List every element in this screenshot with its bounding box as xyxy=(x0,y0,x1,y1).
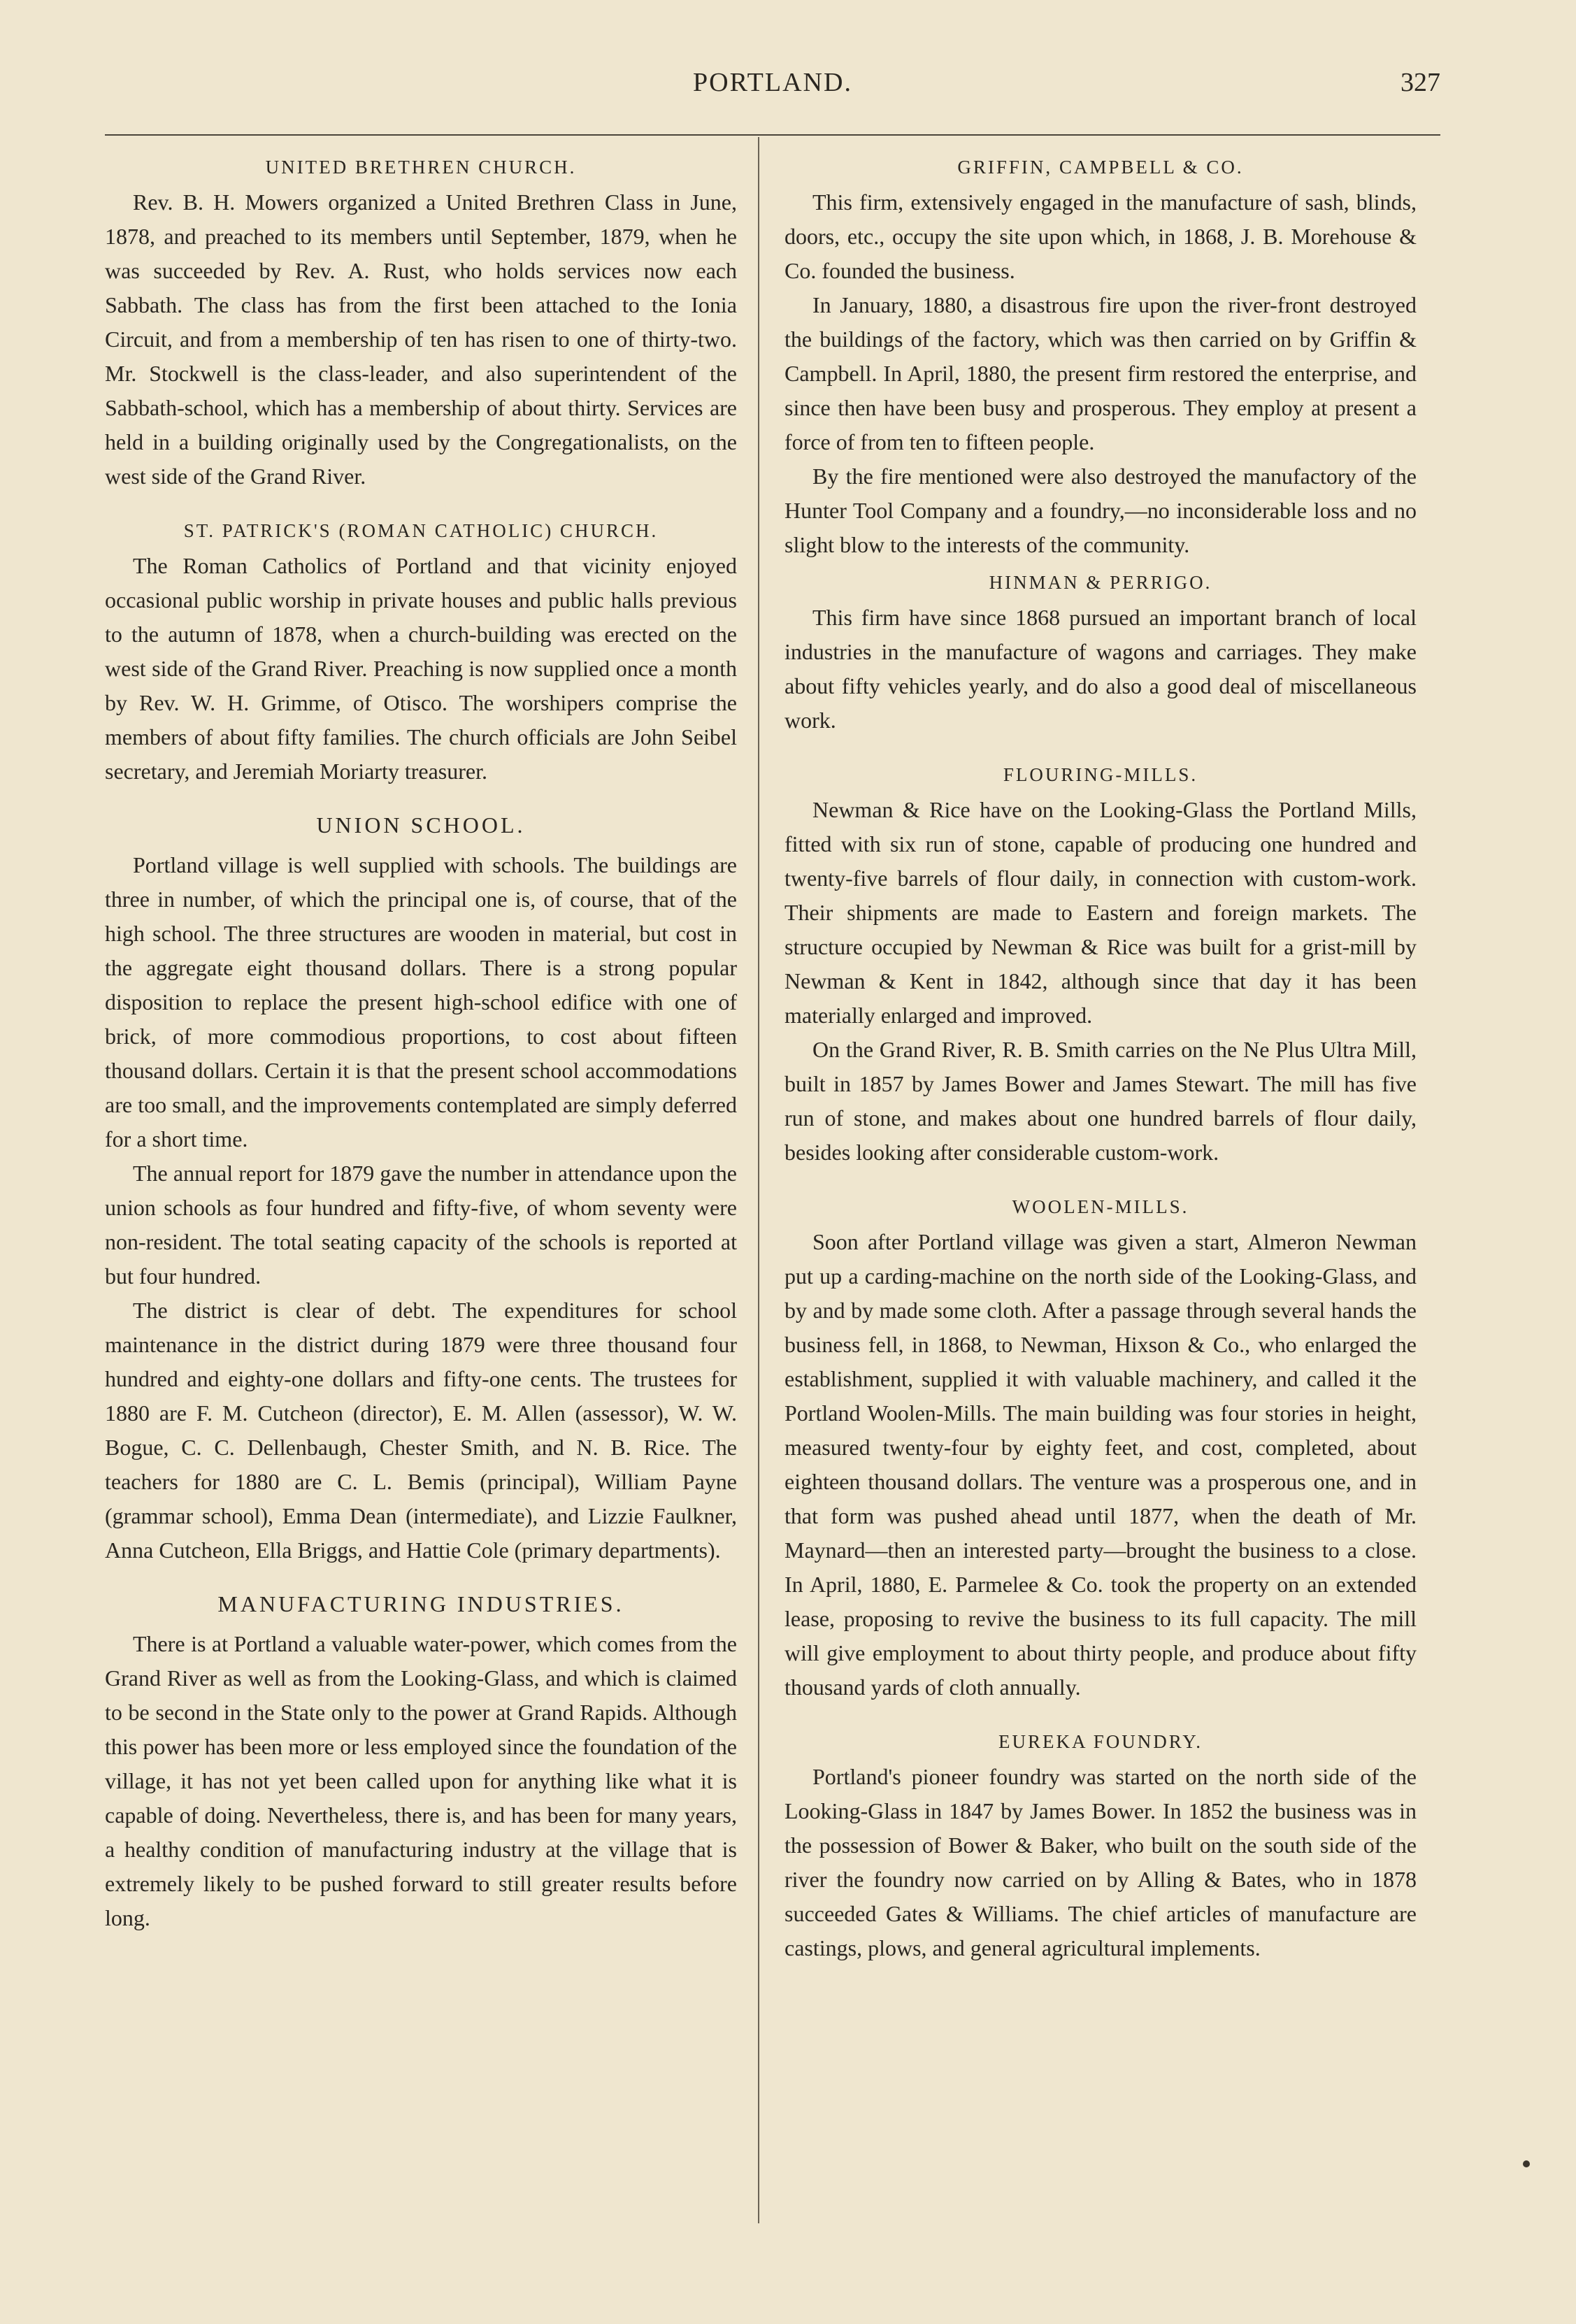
running-head xyxy=(105,67,1440,109)
right-column xyxy=(785,147,1417,1965)
section-heading-eureka-foundry: EUREKA FOUNDRY. xyxy=(998,1731,1203,1752)
paragraph: Newman & Rice have on the Looking-Glass the Portland Mills, fitted with six run of stone, capable of producing one hundred and twenty-five barrels of flour daily, in connection with custom-work. Their shipments are made to Eastern and foreign markets. The structure occupied by Newman & Rice was built for a grist-mill by Newman & Kent in 1842, although since that day it has been materially enlarged and improved. xyxy=(785,797,1417,1028)
paragraph: In January, 1880, a disastrous fire upon the river-front destroyed the buildings of the factory, which was then carried on by Griffin & Campbell. In April, 1880, the present firm restored the enterprise, and since then have been busy and prosperous. They employ at present a force of from ten to fifteen people. xyxy=(785,292,1417,454)
paragraph: There is at Portland a valuable water-power, which comes from the Grand River as well as from the Looking-Glass, and which is claimed to be second in the State only to the power at Grand Rapids. Although this power has been more or less employed since the foundation of the village, it has not yet been called upon for anything like what it is capable of doing. Nevertheless, there is, and has been for many years, a healthy condition of manufacturing industry at the village that is extremely likely to be pushed forward to still greater results before long. xyxy=(105,1631,737,1930)
paragraph: The district is clear of debt. The expenditures for school maintenance in the district during 1879 were three thousand four hundred and eighty-one dollars and fifty-one cents. The trustees for 1880 are F. M. Cutcheon (director), E. M. Allen (assessor), W. W. Bogue, C. C. Dellenbaugh, Chester Smith, and N. B. Rice. The teachers for 1880 are C. L. Bemis (principal), William Payne (grammar school), Emma Dean (intermediate), and Lizzie Faulkner, Anna Cutcheon, Ella Briggs, and Hattie Cole (primary departments). xyxy=(105,1298,737,1563)
page-number: 327 xyxy=(1401,68,1440,97)
page-title: PORTLAND. xyxy=(693,68,852,97)
section-heading-st-patricks: ST. PATRICK'S (ROMAN CATHOLIC) CHURCH. xyxy=(183,520,659,541)
section-heading-flouring-mills: FLOURING-MILLS. xyxy=(1003,764,1198,785)
paragraph: By the fire mentioned were also destroyed the manufactory of the Hunter Tool Company and a foundry,—no inconsiderable loss and no slight blow to the interests of the community. xyxy=(785,464,1417,557)
header-rule xyxy=(105,134,1440,136)
paragraph: The annual report for 1879 gave the number in attendance upon the union schools as four hundred and fifty-five, of whom seventy were non-resident. The total seating capacity of the schools is reported at but four hundred. xyxy=(105,1161,737,1289)
paragraph: This firm have since 1868 pursued an important branch of local industries in the manufacture of wagons and carriages. They make about fifty vehicles yearly, and do also a good deal of miscellaneous work. xyxy=(785,605,1417,733)
section-heading-united-brethren: UNITED BRETHREN CHURCH. xyxy=(265,157,577,178)
paragraph: The Roman Catholics of Portland and that vicinity enjoyed occasional public worship in private houses and public halls previous to the autumn of 1878, when a church-building was erected on the west side of the Grand River. Preaching is now supplied once a month by Rev. W. H. Grimme, of Otisco. The worshipers comprise the members of about fifty families. The church officials are John Seibel secretary, and Jeremiah Moriarty treasurer. xyxy=(105,553,737,784)
section-heading-griffin-campbell: GRIFFIN, CAMPBELL & CO. xyxy=(957,157,1244,178)
section-heading-manufacturing: MANUFACTURING INDUSTRIES. xyxy=(217,1591,624,1616)
ink-speck xyxy=(1523,2160,1530,2167)
section-heading-woolen-mills: WOOLEN-MILLS. xyxy=(1012,1196,1189,1217)
paragraph: On the Grand River, R. B. Smith carries on the Ne Plus Ultra Mill, built in 1857 by James Bower and James Stewart. The mill has five run of stone, and makes about one hundred barrels of flour daily, besides looking after considerable custom-work. xyxy=(785,1037,1417,1165)
left-column xyxy=(105,147,737,1935)
column-divider xyxy=(758,137,759,2223)
section-heading-union-school: UNION SCHOOL. xyxy=(316,812,526,838)
paragraph: Portland's pioneer foundry was started on the north side of the Looking-Glass in 1847 by James Bower. In 1852 the business was in the possession of Bower & Baker, who built on the south side of the river the foundry now carried on by Alling & Bates, who in 1878 succeeded Gates & Williams. The chief articles of manufacture are castings, plows, and general agricultural implements. xyxy=(785,1764,1417,1960)
paragraph: Portland village is well supplied with schools. The buildings are three in number, of which the principal one is, of course, that of the high school. The three structures are wooden in material, but cost in the aggregate eight thousand dollars. There is a strong popular disposition to replace the present high-school edifice with one of brick, of more commodious proportions, to cost about fifteen thousand dollars. Certain it is that the present school accommodations are too small, and the improvements contemplated are simply deferred for a short time. xyxy=(105,852,737,1152)
paragraph: This firm, extensively engaged in the manufacture of sash, blinds, doors, etc., occupy the site upon which, in 1868, J. B. Morehouse & Co. founded the business. xyxy=(785,189,1417,283)
paragraph: Soon after Portland village was given a start, Almeron Newman put up a carding-machine on the north side of the Looking-Glass, and by and by made some cloth. After a passage through several hands the business fell, in 1868, to Newman, Hixson & Co., who enlarged the establishment, supplied it with valuable machinery, and called it the Portland Woolen-Mills. The main building was four stories in height, measured twenty-four by eighty feet, and cost, completed, about eighteen thousand dollars. The venture was a prosperous one, and in that form was pushed ahead until 1877, when the death of Mr. Maynard—then an interested party—brought the business to a close. In April, 1880, E. Parmelee & Co. took the property on an extended lease, proposing to revive the business to its full capacity. The mill will give employment to about thirty people, and produce about fifty thousand yards of cloth annually. xyxy=(785,1229,1417,1700)
section-heading-hinman-perrigo: HINMAN & PERRIGO. xyxy=(989,572,1212,593)
paragraph: Rev. B. H. Mowers organized a United Brethren Class in June, 1878, and preached to its members until September, 1879, when he was succeeded by Rev. A. Rust, who holds services now each Sabbath. The class has from the first been attached to the Ionia Circuit, and from a membership of ten has risen to one of thirty-two. Mr. Stockwell is the class-leader, and also superintendent of the Sabbath-school, which has a membership of about thirty. Services are held in a building originally used by the Congregationalists, on the west side of the Grand River. xyxy=(105,189,737,489)
